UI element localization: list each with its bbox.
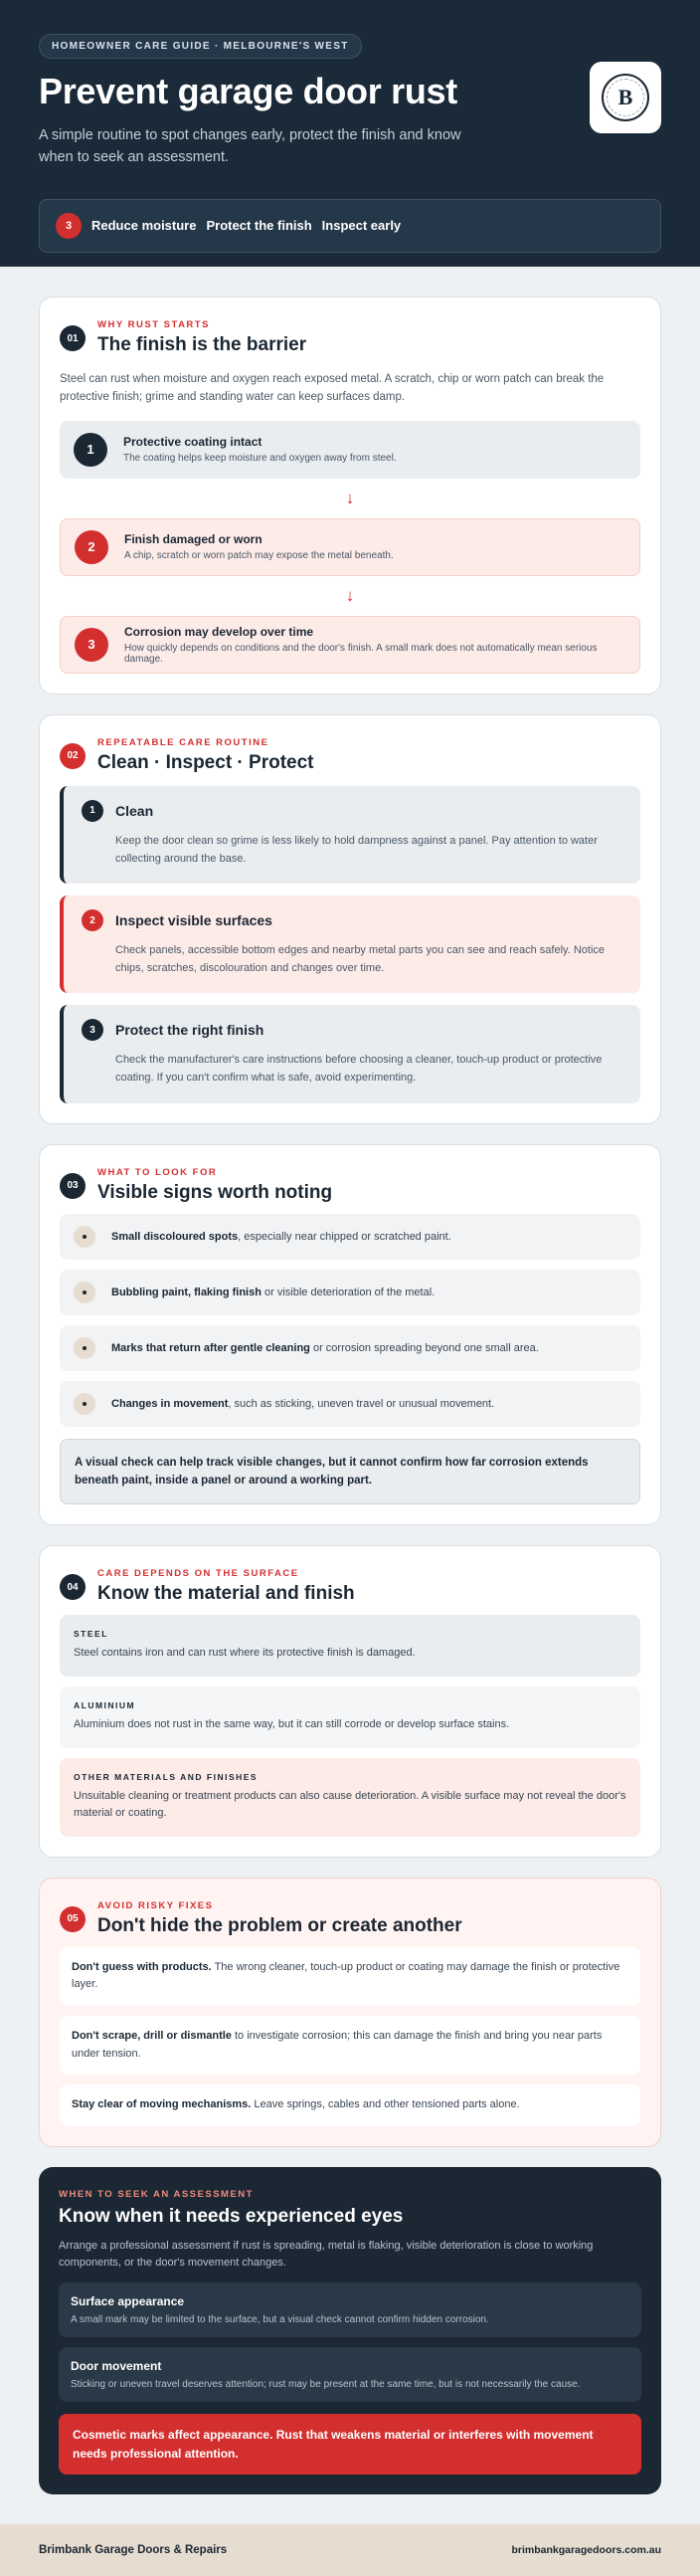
- professional-attention-callout: Cosmetic marks affect appearance. Rust that weakens material or interferes with movement needs professional attention.: [59, 2414, 641, 2475]
- material-text: Steel contains iron and can rust where its protective finish is damaged.: [74, 1647, 416, 1660]
- routine-desc: Check the manufacturer's care instructions before choosing a cleaner, touch-up product or protective coating. If you can't confirm what is safe, avoid experimenting.: [115, 1054, 603, 1085]
- section-seek-assessment: [39, 2167, 661, 2494]
- brand-logo: [590, 62, 661, 133]
- sign-item: [60, 1270, 640, 1315]
- logo-letter: B: [617, 85, 633, 109]
- sign-bold: Changes in movement: [111, 1397, 229, 1410]
- section-kicker: AVOID RISKY FIXES: [97, 1899, 214, 1911]
- risk-bold: Don't guess with products.: [72, 1960, 212, 1973]
- bullet-dot-icon: [74, 1393, 95, 1415]
- stage-title: Finish damaged or worn: [124, 532, 262, 547]
- main-content: [0, 267, 700, 2524]
- stage-desc: A chip, scratch or worn patch may expose the metal beneath.: [124, 550, 394, 562]
- sign-bold: Small discoloured spots: [111, 1230, 239, 1243]
- stage-number: 1: [74, 433, 107, 467]
- rust-stage-1: [60, 421, 640, 479]
- pillar-reduce-moisture: Reduce moisture: [91, 218, 197, 234]
- rust-stage-3: [60, 616, 640, 674]
- risk-item: [60, 2084, 640, 2126]
- routine-protect: [60, 1005, 640, 1102]
- pillars-count-badge: 3: [56, 213, 82, 239]
- section-avoid-risky-fixes: [39, 1878, 661, 2147]
- section-kicker: WHAT TO LOOK FOR: [97, 1166, 218, 1178]
- section-title: Don't hide the problem or create another: [97, 1914, 462, 1936]
- risk-item: [60, 1947, 640, 2006]
- bullet-dot-icon: [74, 1226, 95, 1248]
- sign-bold: Marks that return after gentle cleaning: [111, 1341, 310, 1354]
- sign-rest: , such as sticking, uneven travel or unusual movement.: [228, 1397, 495, 1410]
- pillar-inspect-early: Inspect early: [321, 218, 402, 234]
- stage-title: Corrosion may develop over time: [124, 624, 314, 639]
- section-visible-signs: [39, 1144, 661, 1526]
- routine-number: 2: [82, 909, 103, 931]
- risk-bold: Stay clear of moving mechanisms.: [72, 2098, 252, 2111]
- routine-number: 1: [82, 800, 103, 822]
- sign-rest: or corrosion spreading beyond one small area.: [309, 1341, 539, 1354]
- section-why-rust-starts: [39, 297, 661, 694]
- routine-title: Protect the right finish: [115, 1022, 264, 1039]
- stage-desc: The coating helps keep moisture and oxygen away from steel.: [123, 453, 397, 465]
- rust-stage-2: [60, 518, 640, 576]
- pillar-protect-finish: Protect the finish: [206, 218, 312, 234]
- page-footer: [0, 2524, 700, 2576]
- hero-header: [0, 0, 700, 267]
- section-number-badge: 03: [60, 1173, 86, 1199]
- footer-brand: Brimbank Garage Doors & Repairs: [39, 2544, 228, 2557]
- sign-item: [60, 1381, 640, 1427]
- logo-seal-icon: [602, 74, 649, 121]
- sign-rest: , especially near chipped or scratched paint.: [238, 1230, 451, 1243]
- routine-clean: [60, 786, 640, 884]
- material-text: Aluminium does not rust in the same way, but it can still corrode or develop surface stains.: [74, 1718, 510, 1730]
- assessment-item-desc: Sticking or uneven travel deserves attention; rust may be present at the same time, but is not necessarily the cause.: [71, 2378, 581, 2390]
- routine-title: Inspect visible surfaces: [115, 912, 272, 929]
- assessment-item-title: Door movement: [71, 2358, 162, 2373]
- stage-number: 3: [75, 628, 108, 662]
- section-title: Know the material and finish: [97, 1583, 355, 1605]
- guide-eyebrow: HOMEOWNER CARE GUIDE · MELBOURNE'S WEST: [39, 34, 362, 59]
- sign-item: [60, 1214, 640, 1260]
- section-number-badge: 01: [60, 325, 86, 351]
- routine-number: 3: [82, 1019, 103, 1041]
- routine-title: Clean: [115, 802, 154, 819]
- section-care-routine: [39, 714, 661, 1124]
- section-title: Visible signs worth noting: [97, 1181, 333, 1203]
- material-aluminium: [60, 1686, 640, 1748]
- material-label: OTHER MATERIALS AND FINISHES: [74, 1771, 259, 1782]
- section-kicker: WHY RUST STARTS: [97, 319, 210, 330]
- sign-rest: or visible deterioration of the metal.: [261, 1286, 436, 1298]
- section-kicker: CARE DEPENDS ON THE SURFACE: [97, 1568, 299, 1580]
- material-label: ALUMINIUM: [74, 1700, 136, 1710]
- sign-item: [60, 1325, 640, 1371]
- assessment-surface-appearance: [59, 2282, 641, 2337]
- bullet-dot-icon: [74, 1337, 95, 1359]
- risk-rest: The wrong cleaner, touch-up product or coating may damage the finish or protective layer.: [72, 1960, 620, 1991]
- arrow-down-icon: ↓: [345, 488, 355, 507]
- stage-title: Protective coating intact: [123, 435, 262, 450]
- arrow-down-icon: ↓: [345, 585, 355, 605]
- routine-inspect: [60, 895, 640, 993]
- section-title: Know when it needs experienced eyes: [59, 2205, 404, 2227]
- section-kicker: REPEATABLE CARE ROUTINE: [97, 736, 269, 748]
- section-material-finish: [39, 1545, 661, 1857]
- page-title: Prevent garage door rust: [39, 71, 457, 111]
- bullet-dot-icon: [74, 1282, 95, 1303]
- risk-bold: Don't scrape, drill or dismantle: [72, 2029, 232, 2042]
- footer-website-link[interactable]: brimbankgaragedoors.com.au: [511, 2544, 661, 2557]
- assessment-item-title: Surface appearance: [71, 2293, 185, 2308]
- section-number-badge: 05: [60, 1906, 86, 1932]
- pillars-bar: [39, 199, 661, 253]
- assessment-door-movement: [59, 2347, 641, 2402]
- visual-check-note: A visual check can help track visible changes, but it cannot confirm how far corrosion extends beneath paint, inside a panel or around a working part.: [60, 1439, 640, 1505]
- assessment-item-desc: A small mark may be limited to the surface, but a visual check cannot confirm hidden corrosion.: [71, 2313, 489, 2325]
- material-other: [60, 1758, 640, 1837]
- risk-item: [60, 2016, 640, 2075]
- section-kicker: WHEN TO SEEK AN ASSESSMENT: [59, 2188, 254, 2200]
- section-intro: Steel can rust when moisture and oxygen reach exposed metal. A scratch, chip or worn patch can break the protective finish; grime and standing water can keep surfaces damp.: [60, 373, 605, 404]
- material-label: STEEL: [74, 1629, 108, 1640]
- material-steel: [60, 1615, 640, 1677]
- section-title: Clean · Inspect · Protect: [97, 751, 314, 773]
- page-subtitle: A simple routine to spot changes early, protect the finish and know when to seek an assessment.: [39, 127, 461, 166]
- material-text: Unsuitable cleaning or treatment products can also cause deterioration. A visible surface may not reveal the door's material or coating.: [74, 1789, 626, 1820]
- risk-rest: Leave springs, cables and other tensioned parts alone.: [251, 2098, 520, 2111]
- section-number-badge: 04: [60, 1574, 86, 1600]
- stage-number: 2: [75, 530, 108, 564]
- routine-desc: Check panels, accessible bottom edges and nearby metal parts you can see and reach safely. Notice chips, scratches, discolouration and changes over time.: [115, 944, 606, 975]
- routine-desc: Keep the door clean so grime is less likely to hold dampness against a panel. Pay attention to water collecting around the base.: [115, 834, 598, 865]
- section-intro: Arrange a professional assessment if rust is spreading, metal is flaking, visible deterioration is close to working components, or the door's movement changes.: [59, 2239, 594, 2270]
- stage-desc: How quickly depends on conditions and the door's finish. A small mark does not automatically mean serious damage.: [124, 642, 598, 665]
- sign-bold: Bubbling paint, flaking finish: [111, 1286, 262, 1298]
- section-number-badge: 02: [60, 743, 86, 769]
- risk-rest: to investigate corrosion; this can damage the finish and bring you near parts under tension.: [72, 2029, 603, 2060]
- section-title: The finish is the barrier: [97, 334, 307, 355]
